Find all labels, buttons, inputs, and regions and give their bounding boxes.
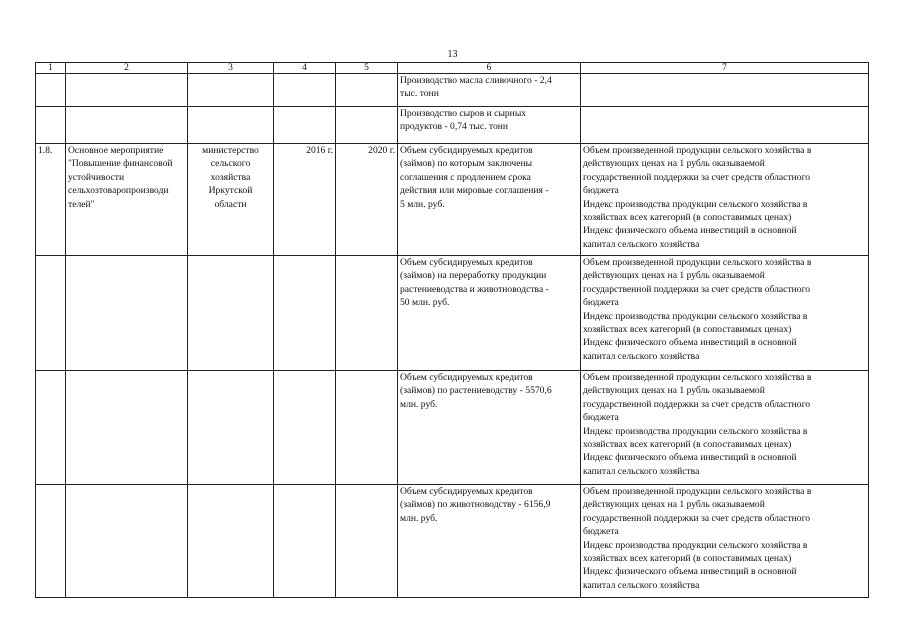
cell-text-line: Основное мероприятие [68, 145, 164, 156]
cell-col-6 [398, 485, 581, 598]
cell-col-3 [188, 371, 274, 485]
cell-col-7 [581, 107, 869, 144]
cell-col-1 [36, 485, 66, 598]
cell-text-line: сельского [210, 158, 251, 170]
table-row [36, 107, 869, 144]
cell-col-1 [36, 144, 66, 256]
header-cell-6: 6 [398, 63, 581, 74]
cell-text-line: (займов) по которым заключены [400, 158, 533, 170]
cell-text-line: Объем произведенной продукции сельского хозяйства в [583, 145, 812, 156]
table-row [36, 371, 869, 485]
cell-text-line: Индекс производства продукции сельского хозяйства в [583, 425, 808, 437]
cell-col-6 [398, 107, 581, 144]
cell-text-line: Иркутской [208, 185, 253, 197]
header-cell-3: 3 [188, 63, 274, 74]
cell-text-line: "Повышение финансовой [68, 158, 173, 170]
cell-text-line: тыс. тонн [400, 88, 439, 100]
cell-col-2 [66, 74, 188, 107]
cell-col-7 [581, 371, 869, 485]
cell-col-3 [188, 74, 274, 107]
cell-col-5 [336, 256, 398, 371]
cell-text-line: (займов) на переработку продукции [400, 270, 547, 282]
cell-text-line: Индекс физического объема инвестиций в основной [583, 225, 797, 237]
table-row [36, 74, 869, 107]
header-cell-1: 1 [36, 63, 66, 74]
cell-text-line: капитал сельского хозяйства [583, 238, 700, 250]
table-body [36, 63, 869, 598]
header-cell-2: 2 [66, 63, 188, 74]
cell-text-line: Производство масла сливочного - 2,4 [400, 75, 552, 86]
cell-text-line: Объем произведенной продукции сельского хозяйства в [583, 372, 812, 383]
table-row [36, 256, 869, 371]
cell-text-line: области [214, 198, 247, 210]
cell-text-line: продуктов - 0,74 тыс. тонн [400, 121, 509, 133]
cell-text-line: (займов) по животноводству - 6156,9 [400, 499, 551, 511]
cell-col-1 [36, 107, 66, 144]
cell-text-line: Объем произведенной продукции сельского хозяйства в [583, 257, 812, 268]
cell-text-line: сельхозтоваропроизводи [68, 185, 169, 197]
cell-text-line: бюджета [583, 185, 619, 197]
cell-text-line: хозяйствах всех категорий (в сопоставимых ценах) [583, 439, 792, 451]
cell-col-3 [188, 256, 274, 371]
cell-col-5 [336, 371, 398, 485]
header-cell-5: 5 [336, 63, 398, 74]
cell-col-6 [398, 256, 581, 371]
cell-text-line: хозяйствах всех категорий (в сопоставимых ценах) [583, 553, 792, 565]
cell-text-line: хозяйствах всех категорий (в сопоставимых ценах) [583, 324, 792, 336]
cell-text-line: устойчивости [68, 171, 125, 183]
cell-text-line: Индекс физического объема инвестиций в основной [583, 452, 797, 464]
cell-text-line: 1.8. [38, 145, 53, 156]
measures-table [35, 62, 869, 598]
cell-text-line: министерство [202, 145, 259, 156]
cell-col-2 [66, 144, 188, 256]
cell-text-line: Индекс производства продукции сельского хозяйства в [583, 539, 808, 551]
cell-text-line: Объем субсидируемых кредитов [400, 372, 533, 383]
header-cell-4: 4 [274, 63, 336, 74]
cell-text-line: Объем субсидируемых кредитов [400, 486, 533, 497]
cell-col-3 [188, 144, 274, 256]
cell-col-7 [581, 485, 869, 598]
cell-col-2 [66, 371, 188, 485]
cell-text-line: государственной поддержки за счет средств областного [583, 398, 811, 410]
cell-col-1 [36, 371, 66, 485]
cell-col-6 [398, 371, 581, 485]
cell-col-4 [274, 485, 336, 598]
header-cell-7: 7 [581, 63, 869, 74]
cell-text-line: 2016 г. [306, 145, 333, 156]
cell-text-line: 2020 г. [368, 145, 395, 156]
cell-col-3 [188, 107, 274, 144]
cell-col-4 [274, 144, 336, 256]
cell-text-line: хозяйства [210, 171, 251, 183]
cell-col-2 [66, 485, 188, 598]
cell-col-6 [398, 74, 581, 107]
cell-text-line: хозяйствах всех категорий (в сопоставимых ценах) [583, 212, 792, 224]
cell-col-4 [274, 74, 336, 107]
cell-col-4 [274, 256, 336, 371]
cell-text-line: (займов) по растениеводству - 5570,6 [400, 385, 552, 397]
cell-text-line: Индекс производства продукции сельского хозяйства в [583, 198, 808, 210]
cell-text-line: 5 млн. руб. [400, 198, 445, 210]
cell-col-7 [581, 144, 869, 256]
cell-text-line: Индекс физического объема инвестиций в основной [583, 337, 797, 349]
cell-text-line: капитал сельского хозяйства [583, 350, 700, 362]
cell-col-5 [336, 144, 398, 256]
table-row [36, 485, 869, 598]
cell-text-line: Индекс физического объема инвестиций в основной [583, 566, 797, 578]
page-number: 13 [447, 49, 458, 60]
cell-col-7 [581, 74, 869, 107]
cell-text-line: Объем субсидируемых кредитов [400, 257, 533, 268]
cell-text-line: Индекс производства продукции сельского хозяйства в [583, 310, 808, 322]
cell-text-line: государственной поддержки за счет средств областного [583, 512, 811, 524]
cell-col-1 [36, 74, 66, 107]
cell-text-line: государственной поддержки за счет средств областного [583, 171, 811, 183]
cell-text-line: 50 млн. руб. [400, 297, 450, 309]
cell-text-line: государственной поддержки за счет средств областного [583, 283, 811, 295]
cell-text-line: действующих ценах на 1 рубль оказываемой [583, 499, 765, 511]
cell-text-line: капитал сельского хозяйства [583, 579, 700, 591]
cell-col-6 [398, 144, 581, 256]
cell-col-1 [36, 256, 66, 371]
cell-text-line: бюджета [583, 412, 619, 424]
cell-text-line: действующих ценах на 1 рубль оказываемой [583, 270, 765, 282]
cell-text-line: растениеводства и животноводства - [400, 283, 549, 295]
cell-text-line: млн. руб. [400, 398, 438, 410]
cell-col-2 [66, 256, 188, 371]
cell-text-line: Объем субсидируемых кредитов [400, 145, 533, 156]
cell-text-line: телей" [68, 198, 95, 210]
cell-text-line: бюджета [583, 526, 619, 538]
cell-col-3 [188, 485, 274, 598]
cell-text-line: действующих ценах на 1 рубль оказываемой [583, 385, 765, 397]
cell-col-4 [274, 371, 336, 485]
table-row [36, 144, 869, 256]
cell-col-5 [336, 485, 398, 598]
cell-col-5 [336, 107, 398, 144]
cell-text-line: действующих ценах на 1 рубль оказываемой [583, 158, 765, 170]
cell-text-line: Производство сыров и сырных [400, 108, 527, 119]
cell-col-7 [581, 256, 869, 371]
cell-text-line: бюджета [583, 297, 619, 309]
cell-text-line: Объем произведенной продукции сельского хозяйства в [583, 486, 812, 497]
cell-col-2 [66, 107, 188, 144]
cell-col-4 [274, 107, 336, 144]
cell-text-line: млн. руб. [400, 512, 438, 524]
cell-col-5 [336, 74, 398, 107]
cell-text-line: капитал сельского хозяйства [583, 465, 700, 477]
cell-text-line: действия или мировые соглашения - [400, 185, 549, 197]
cell-text-line: соглашения с продлением срока [400, 171, 531, 183]
header-row [36, 63, 869, 74]
